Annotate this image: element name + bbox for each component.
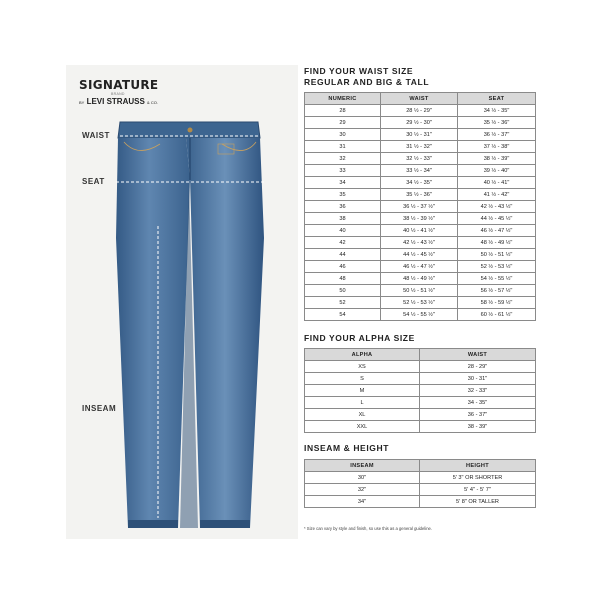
table-cell: 35 ½ - 36" — [381, 189, 458, 201]
brand-suffix: & CO. — [147, 100, 158, 105]
table-row — [305, 361, 536, 373]
table-cell: 38 ½ - 39" — [458, 153, 536, 165]
table-header-row — [305, 93, 536, 105]
table-cell: 34 — [305, 177, 381, 189]
waist-title-line2: REGULAR AND BIG & TALL — [304, 77, 430, 87]
table-row — [305, 237, 536, 249]
table-cell: 38 — [305, 213, 381, 225]
table-cell: XXL — [305, 421, 420, 433]
table-row — [305, 421, 536, 433]
table-cell: 32 - 33" — [420, 385, 536, 397]
table-cell: 30 — [305, 129, 381, 141]
table-cell: 42 — [305, 237, 381, 249]
seat-label: SEAT — [82, 177, 105, 186]
inseam-height-table — [304, 459, 536, 508]
table-cell: 50 — [305, 285, 381, 297]
table-cell: 29 — [305, 117, 381, 129]
table-cell: 5' 8" OR TALLER — [420, 496, 536, 508]
table-row — [305, 496, 536, 508]
table-cell: 41 ½ - 42" — [458, 189, 536, 201]
table-cell: XS — [305, 361, 420, 373]
table-row — [305, 397, 536, 409]
table-cell: 50 ½ - 51 ½" — [381, 285, 458, 297]
table-cell: 48 ½ - 49 ½" — [458, 237, 536, 249]
table-cell: 50 ½ - 51 ½" — [458, 249, 536, 261]
table-cell: 30 - 31" — [420, 373, 536, 385]
table-row — [305, 409, 536, 421]
table-row — [305, 472, 536, 484]
table-row — [305, 213, 536, 225]
table-row — [305, 285, 536, 297]
table-cell: 38 - 39" — [420, 421, 536, 433]
table-row — [305, 249, 536, 261]
table-row — [305, 189, 536, 201]
table-cell: 32 ½ - 33" — [381, 153, 458, 165]
brand-subtitle: BRAND — [111, 92, 125, 96]
table-cell: 36 - 37" — [420, 409, 536, 421]
table-cell: 32" — [305, 484, 420, 496]
column-header: INSEAM — [305, 460, 420, 472]
waist-size-table — [304, 92, 536, 321]
table-cell: 29 ½ - 30" — [381, 117, 458, 129]
table-cell: 52 — [305, 297, 381, 309]
table-cell: 52 ½ - 53 ½" — [458, 261, 536, 273]
table-cell: S — [305, 373, 420, 385]
table-cell: 34" — [305, 496, 420, 508]
table-row — [305, 273, 536, 285]
column-header: NUMERIC — [305, 93, 381, 105]
table-cell: 32 — [305, 153, 381, 165]
table-cell: 5' 3" OR SHORTER — [420, 472, 536, 484]
brand-by: BY — [79, 100, 85, 105]
table-cell: 40 ½ - 41 ½" — [381, 225, 458, 237]
table-cell: 34 ½ - 35" — [381, 177, 458, 189]
table-cell: 37 ½ - 38" — [458, 141, 536, 153]
table-cell: 48 ½ - 49 ½" — [381, 273, 458, 285]
table-row — [305, 177, 536, 189]
table-row — [305, 484, 536, 496]
brand-name: LEVI STRAUSS — [86, 97, 145, 106]
table-cell: 39 ½ - 40" — [458, 165, 536, 177]
table-cell: 30 ½ - 31" — [381, 129, 458, 141]
table-cell: 36 — [305, 201, 381, 213]
brand-logo — [79, 78, 158, 106]
table-cell: 60 ½ - 61 ½" — [458, 309, 536, 321]
table-cell: 33 — [305, 165, 381, 177]
table-header-row — [305, 349, 536, 361]
table-cell: 54 — [305, 309, 381, 321]
table-cell: 28 - 29" — [420, 361, 536, 373]
table-row — [305, 141, 536, 153]
brand-title: SIGNATURE — [79, 78, 159, 92]
table-cell: 52 ½ - 53 ½" — [381, 297, 458, 309]
alpha-section-title: FIND YOUR ALPHA SIZE — [304, 333, 415, 343]
column-header: WAIST — [420, 349, 536, 361]
column-header: ALPHA — [305, 349, 420, 361]
table-cell: 33 ½ - 34" — [381, 165, 458, 177]
table-row — [305, 373, 536, 385]
table-cell: 34 - 35" — [420, 397, 536, 409]
table-cell: 44 — [305, 249, 381, 261]
alpha-size-table — [304, 348, 536, 433]
column-header: WAIST — [381, 93, 458, 105]
table-cell: 35 ½ - 36" — [458, 117, 536, 129]
table-cell: 54 ½ - 55 ½" — [458, 273, 536, 285]
brand-maker — [79, 97, 158, 106]
table-cell: M — [305, 385, 420, 397]
table-cell: 46 ½ - 47 ½" — [458, 225, 536, 237]
table-cell: 34 ½ - 35" — [458, 105, 536, 117]
table-cell: 28 ½ - 29" — [381, 105, 458, 117]
table-cell: 38 ½ - 39 ½" — [381, 213, 458, 225]
waist-title-line1: FIND YOUR WAIST SIZE — [304, 66, 414, 76]
table-row — [305, 117, 536, 129]
table-cell: 40 ½ - 41" — [458, 177, 536, 189]
table-row — [305, 105, 536, 117]
table-cell: 28 — [305, 105, 381, 117]
table-row — [305, 201, 536, 213]
table-row — [305, 309, 536, 321]
table-cell: 56 ½ - 57 ½" — [458, 285, 536, 297]
table-row — [305, 153, 536, 165]
table-cell: L — [305, 397, 420, 409]
table-cell: 36 ½ - 37" — [458, 129, 536, 141]
table-cell: 54 ½ - 55 ½" — [381, 309, 458, 321]
inseam-section-title: INSEAM & HEIGHT — [304, 443, 390, 453]
waist-section-title — [304, 66, 429, 88]
table-row — [305, 385, 536, 397]
table-row — [305, 129, 536, 141]
column-header: HEIGHT — [420, 460, 536, 472]
table-cell: 5' 4" - 5' 7" — [420, 484, 536, 496]
table-cell: 46 — [305, 261, 381, 273]
table-cell: 44 ½ - 45 ½" — [458, 213, 536, 225]
table-row — [305, 165, 536, 177]
table-cell: 48 — [305, 273, 381, 285]
column-header: SEAT — [458, 93, 536, 105]
jeans-illustration — [98, 118, 288, 536]
table-row — [305, 261, 536, 273]
table-header-row — [305, 460, 536, 472]
table-row — [305, 297, 536, 309]
table-cell: XL — [305, 409, 420, 421]
table-cell: 36 ½ - 37 ½" — [381, 201, 458, 213]
table-cell: 35 — [305, 189, 381, 201]
inseam-label: INSEAM — [82, 404, 117, 413]
table-cell: 31 ½ - 32" — [381, 141, 458, 153]
footnote: * Size can vary by style and finish, so use this as a general guideline. — [304, 526, 433, 531]
table-row — [305, 225, 536, 237]
waist-label: WAIST — [82, 131, 110, 140]
table-cell: 31 — [305, 141, 381, 153]
table-cell: 44 ½ - 45 ½" — [381, 249, 458, 261]
table-cell: 40 — [305, 225, 381, 237]
table-cell: 42 ½ - 43 ½" — [381, 237, 458, 249]
table-cell: 58 ½ - 59 ½" — [458, 297, 536, 309]
table-cell: 30" — [305, 472, 420, 484]
table-cell: 42 ½ - 43 ½" — [458, 201, 536, 213]
table-cell: 46 ½ - 47 ½" — [381, 261, 458, 273]
